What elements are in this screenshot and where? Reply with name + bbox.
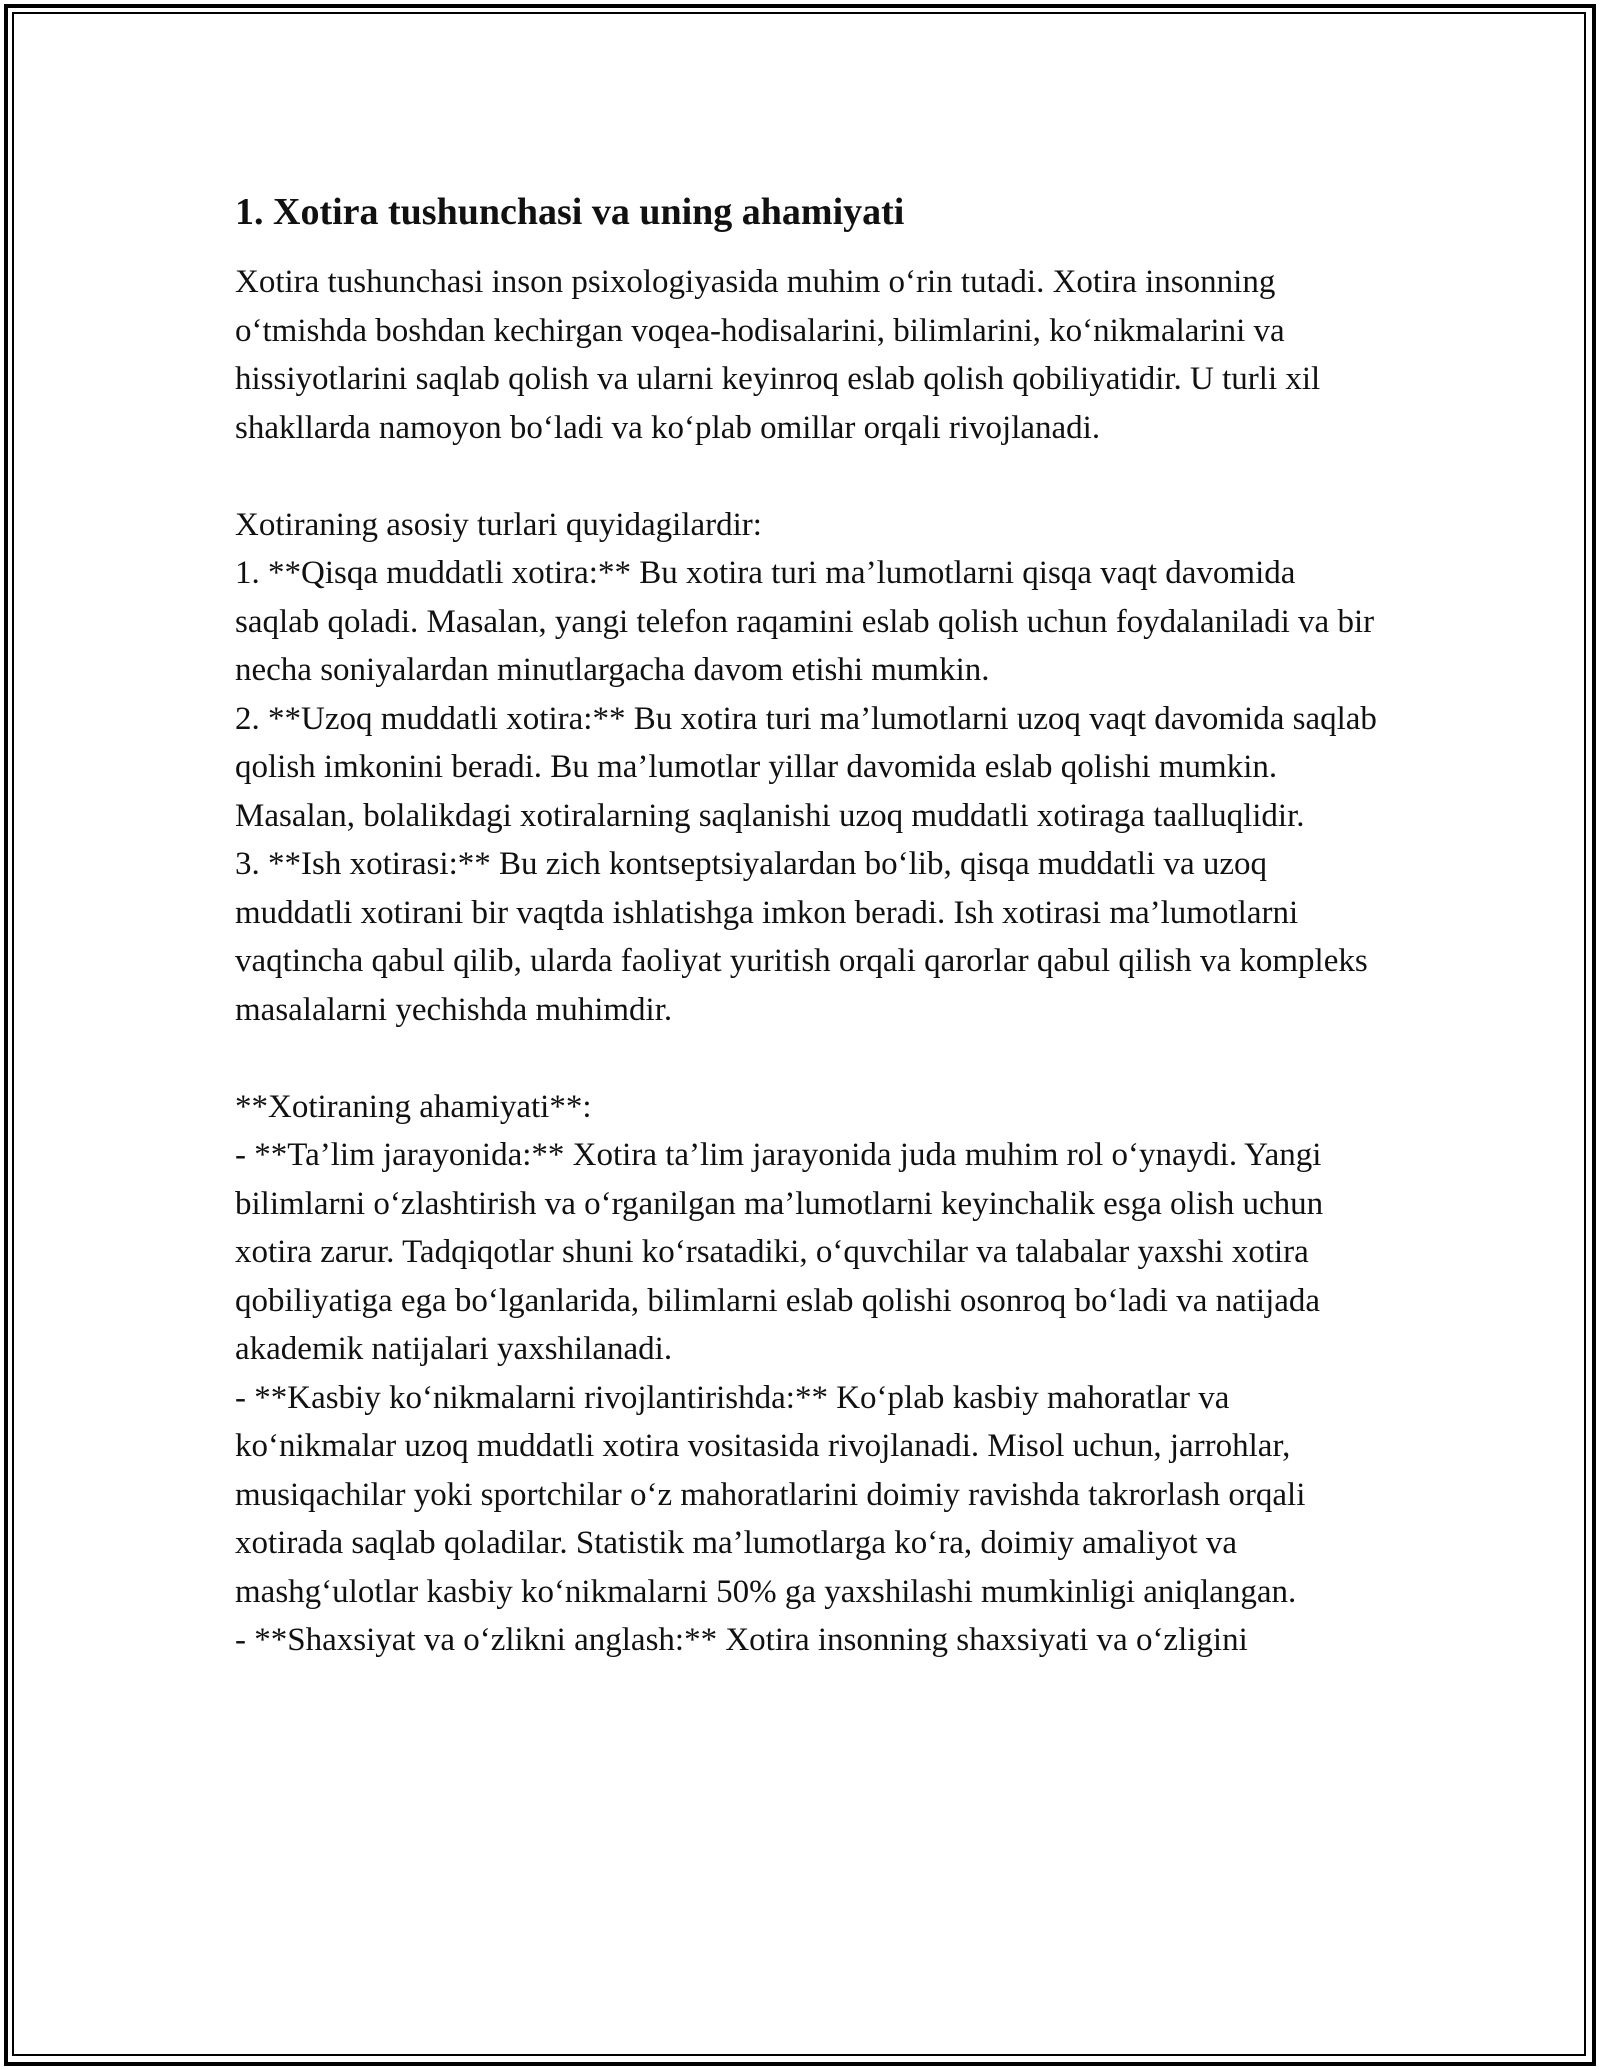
blank-line [235, 1034, 1385, 1083]
document-body [235, 188, 1385, 1665]
blank-line [235, 452, 1385, 501]
intro-paragraph: Xotira tushunchasi inson psixologiyasida muhim o‘rin tutadi. Xotira insonning o‘tmishda boshdan kechirgan voqea-hodisalarini, bilimlarini, ko‘nikmalarini va hissiyotlarini saqlab qolish va ularni keyinroq eslab qolish qobiliyatidir. U turli xil shakllarda namoyon bo‘ladi va ko‘plab omillar orqali rivojlanadi. [235, 264, 1321, 446]
importance-item: - **Kasbiy ko‘nikmalarni rivojlantirishda:** Ko‘plab kasbiy mahoratlar va ko‘nikmalar uzoq muddatli xotira vositasida rivojlanadi. Misol uchun, jarrohlar, musiqachilar yoki sportchilar o‘z mahoratlarini doimiy ravishda takrorlash orqali xotirada saqlab qoladilar. Statistik ma’lumotlarga ko‘ra, doimiy amaliyot va mashg‘ulotlar kasbiy ko‘nikmalarni 50% ga yaxshilashi mumkinligi aniqlangan. [235, 1379, 1306, 1610]
importance-title: **Xotiraning ahamiyati**: [235, 1088, 592, 1125]
memory-type-item: 2. **Uzoq muddatli xotira:** Bu xotira turi ma’lumotlarni uzoq vaqt davomida saqlab qolish imkonini beradi. Bu ma’lumotlar yillar davomida eslab qolishi mumkin. Masalan, bolalikdagi xotiralarning saqlanishi uzoq muddatli xotiraga taalluqlidir. [235, 700, 1377, 834]
section-heading: 1. Xotira tushunchasi va uning ahamiyati [235, 191, 905, 233]
importance-item: - **Ta’lim jarayonida:** Xotira ta’lim jarayonida juda muhim rol o‘ynaydi. Yangi bilimlarni o‘zlashtirish va o‘rganilgan ma’lumotlarni keyinchalik esga olish uchun xotira zarur. Tadqiqotlar shuni ko‘rsatadiki, o‘quvchilar va talabalar yaxshi xotira qobiliyatiga ega bo‘lganlarida, bilimlarni eslab qolishi osonroq bo‘ladi va natijada akademik natijalari yaxshilanadi. [235, 1137, 1324, 1367]
memory-type-item: 3. **Ish xotirasi:** Bu zich kontseptsiyalardan bo‘lib, qisqa muddatli va uzoq muddatli xotirani bir vaqtda ishlatishga imkon beradi. Ish xotirasi ma’lumotlarni vaqtincha qabul qilib, ularda faoliyat yuritish orqali qarorlar qabul qilish va kompleks masalalarni yechishda muhimdir. [235, 846, 1368, 1028]
importance-item: - **Shaxsiyat va o‘zlikni anglash:** Xotira insonning shaxsiyati va o‘zligini [235, 1622, 1248, 1658]
types-title: Xotiraning asosiy turlari quyidagilardir: [235, 506, 762, 543]
memory-type-item: 1. **Qisqa muddatli xotira:** Bu xotira turi ma’lumotlarni qisqa vaqt davomida saqlab qoladi. Masalan, yangi telefon raqamini eslab qolish uchun foydalaniladi va bir necha soniyalardan minutlargacha davom etishi mumkin. [235, 555, 1375, 688]
